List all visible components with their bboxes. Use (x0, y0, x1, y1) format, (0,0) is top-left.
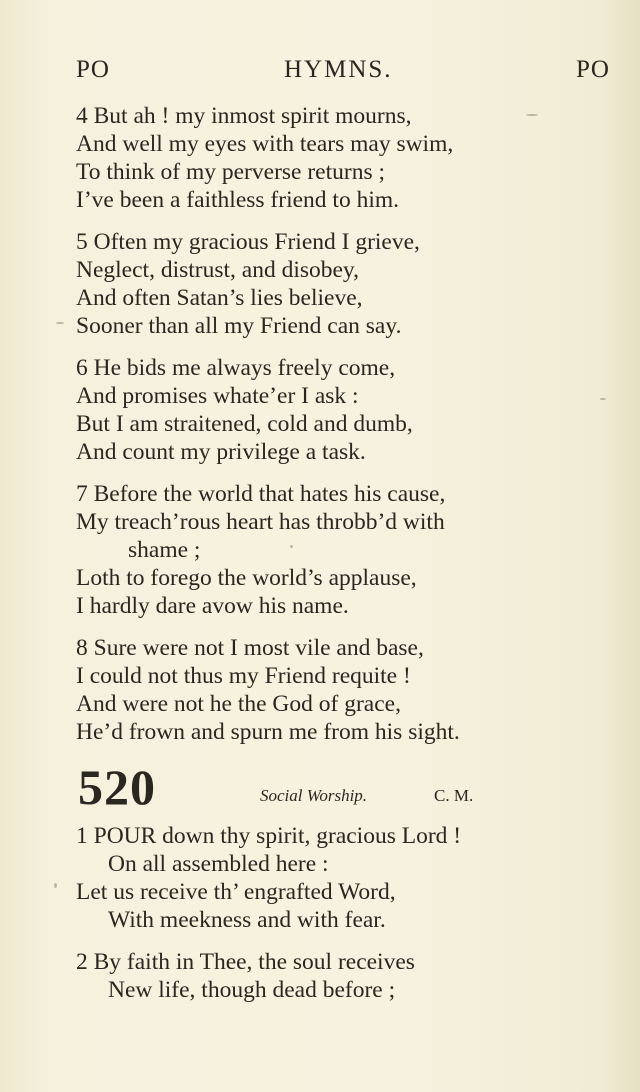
verse-line: I could not thus my Friend requite ! (76, 663, 411, 689)
verse-line: And promises whate’er I ask : (76, 383, 359, 409)
header-left-catchword: PO (76, 56, 110, 83)
verse-line: And were not he the God of grace, (76, 691, 401, 717)
paper-speck (56, 322, 64, 324)
paper-speck (290, 545, 293, 548)
verse-line: 2 By faith in Thee, the soul receives (76, 949, 415, 975)
verse-line: And well my eyes with tears may swim, (76, 131, 454, 157)
paper-speck (54, 883, 57, 888)
verse-line: 6 He bids me always freely come, (76, 355, 396, 381)
verse-line: With meekness and with fear. (108, 907, 386, 933)
verse-line: I’ve been a faithless friend to him. (76, 187, 400, 213)
verse-line: I hardly dare avow his name. (76, 593, 349, 619)
verse-line: On all assembled here : (108, 851, 329, 877)
verse-line: But I am straitened, cold and dumb, (76, 411, 413, 437)
verse-line: Let us receive th’ engrafted Word, (76, 879, 396, 905)
verse-line: He’d frown and spurn me from his sight. (76, 719, 460, 745)
running-header (76, 56, 610, 90)
paper-speck (600, 398, 606, 400)
header-right-catchword: PO (576, 56, 610, 83)
verse-line: And often Satan’s lies believe, (76, 285, 363, 311)
verse-line: 8 Sure were not I most vile and base, (76, 635, 424, 661)
verse-line: My treach’rous heart has throbb’d with (76, 509, 445, 535)
verse-line: New life, though dead before ; (108, 977, 396, 1003)
verse-line: Sooner than all my Friend can say. (76, 313, 402, 339)
hymn-number: 520 (78, 759, 156, 815)
verse-line: 1 POUR down thy spirit, gracious Lord ! (76, 823, 462, 849)
verse-line: 7 Before the world that hates his cause, (76, 481, 446, 507)
verse-line: 4 But ah ! my inmost spirit mourns, (76, 103, 412, 129)
verse-line: Loth to forego the world’s applause, (76, 565, 417, 591)
verse-line: And count my privilege a task. (76, 439, 366, 465)
verse-line: 5 Often my gracious Friend I grieve, (76, 229, 420, 255)
verse-line: shame ; (128, 537, 201, 563)
hymn-meter: C. M. (434, 786, 474, 805)
paper-speck (526, 114, 538, 116)
hymn-title: Social Worship. (260, 786, 368, 805)
header-title: HYMNS. (284, 56, 393, 83)
verse-line: To think of my perverse returns ; (76, 159, 385, 185)
verse-line: Neglect, distrust, and disobey, (76, 257, 360, 283)
